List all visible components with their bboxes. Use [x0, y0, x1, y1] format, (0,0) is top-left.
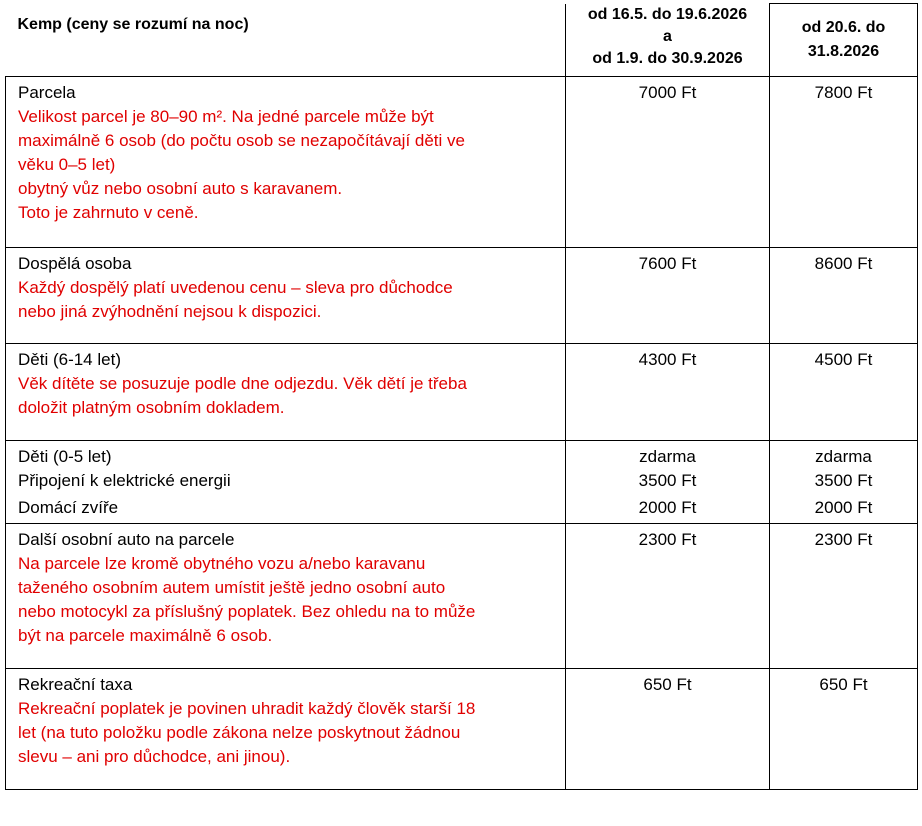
- table-row: [6, 344, 918, 441]
- price-table: [5, 3, 918, 790]
- row-note-line: doložit platným osobním dokladem.: [18, 398, 285, 417]
- row-note-line: být na parcele maximálně 6 osob.: [18, 625, 273, 645]
- row-name: Parcela: [18, 83, 76, 102]
- price-low-season: 2300 Ft: [566, 523, 770, 668]
- row-name: Domácí zvíře: [18, 498, 119, 517]
- row-name: Další osobní auto na parcele: [18, 529, 235, 549]
- header-col2-line2: a: [663, 27, 672, 45]
- price-low-season: 7000 Ft: [566, 77, 770, 248]
- row-description: [6, 248, 566, 344]
- table-row: [6, 441, 918, 470]
- row-note-line: nebo jiná zvýhodnění nejsou k dispozici.: [18, 302, 322, 321]
- row-description: [6, 668, 566, 789]
- header-col3-line2: 31.8.2026: [807, 43, 880, 60]
- row-note-line: Věk dítěte se posuzuje podle dne odjezdu. Věk dětí je třeba: [18, 374, 467, 393]
- header-col1-text: Kemp (ceny se rozumí na noc): [17, 15, 249, 33]
- header-camp-label: [6, 4, 566, 77]
- table-row: [6, 523, 918, 668]
- price-low-season: 2000 Ft: [566, 496, 770, 523]
- row-note-line: obytný vůz nebo osobní auto s karavanem.: [18, 179, 343, 198]
- price-low-season: 4300 Ft: [566, 344, 770, 441]
- table-header-row: [6, 4, 918, 77]
- header-season-low: [566, 4, 770, 77]
- price-high-season: zdarma: [770, 441, 918, 470]
- row-description: [6, 496, 566, 523]
- price-low-season: zdarma: [566, 441, 770, 470]
- table-row: [6, 248, 918, 344]
- row-note-line: slevu – ani pro důchodce, ani jinou).: [18, 746, 291, 766]
- price-high-season: 3500 Ft: [770, 469, 918, 496]
- header-col2-line3: od 1.9. do 30.9.2026: [592, 49, 743, 67]
- row-note-line: taženého osobním autem umístit ještě jedno osobní auto: [18, 577, 446, 597]
- row-note-line: Každý dospělý platí uvedenou cenu – sleva pro důchodce: [18, 278, 453, 297]
- header-col3-line1: od 20.6. do: [801, 19, 886, 36]
- header-col2-line1: od 16.5. do 19.6.2026: [587, 5, 748, 23]
- row-description: [6, 523, 566, 668]
- row-description: [6, 344, 566, 441]
- row-name: Připojení k elektrické energii: [18, 471, 231, 490]
- price-high-season: 8600 Ft: [770, 248, 918, 344]
- price-high-season: 2300 Ft: [770, 523, 918, 668]
- row-description: [6, 441, 566, 470]
- row-note-line: maximálně 6 osob (do počtu osob se nezapočítávají děti ve: [18, 131, 465, 150]
- row-note-line: nebo motocykl za příslušný poplatek. Bez ohledu na to může: [18, 601, 476, 621]
- row-note-line: Na parcele lze kromě obytného vozu a/nebo karavanu: [18, 553, 426, 573]
- row-note-line: Toto je zahrnuto v ceně.: [18, 203, 199, 222]
- price-low-season: 3500 Ft: [566, 469, 770, 496]
- price-low-season: 7600 Ft: [566, 248, 770, 344]
- row-name: Děti (0-5 let): [18, 447, 112, 466]
- row-description: [6, 77, 566, 248]
- row-note-line: Velikost parcel je 80–90 m². Na jedné parcele může být: [18, 107, 434, 126]
- price-low-season: 650 Ft: [566, 668, 770, 789]
- price-high-season: 2000 Ft: [770, 496, 918, 523]
- header-season-high: [770, 4, 918, 77]
- table-row: [6, 469, 918, 496]
- table-row: [6, 496, 918, 523]
- row-name: Děti (6-14 let): [18, 350, 121, 369]
- table-row: [6, 77, 918, 248]
- price-high-season: 4500 Ft: [770, 344, 918, 441]
- row-note-line: let (na tuto položku podle zákona nelze poskytnout žádnou: [18, 722, 461, 742]
- row-note-line: Rekreační poplatek je povinen uhradit každý člověk starší 18: [18, 698, 476, 718]
- row-note-line: věku 0–5 let): [18, 155, 116, 174]
- table-row: [6, 668, 918, 789]
- price-high-season: 650 Ft: [770, 668, 918, 789]
- row-description: [6, 469, 566, 496]
- row-name: Rekreační taxa: [18, 674, 133, 694]
- row-name: Dospělá osoba: [18, 254, 132, 273]
- price-high-season: 7800 Ft: [770, 77, 918, 248]
